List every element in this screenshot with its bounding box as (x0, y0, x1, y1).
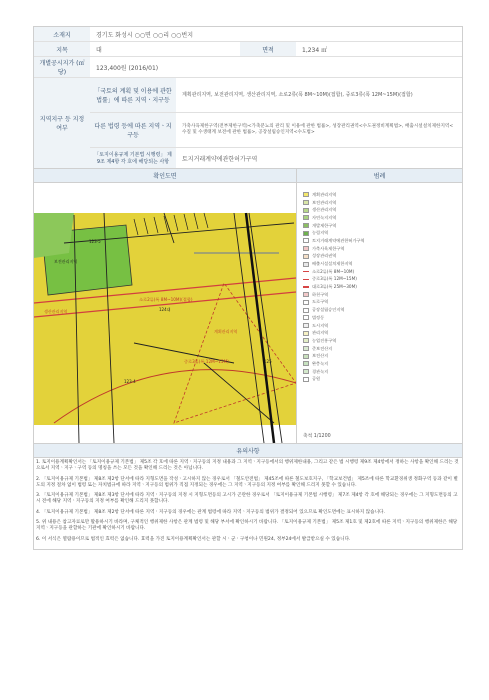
note-paragraph: 2. 「토지이용규제 기본법」 제8조 제2항 단서에 따라 지형도면을 작성ㆍ고시하지 않는 경우로서 「철도안전법」 제45조에 따른 철도보호지구, 「학교보건법」 제5조에 따른 학교환경위생 정화구역 등과 같이 별도의 지정 절차 없이 법령 또는 자치법규에 따라 지역ㆍ지구등의 범위가 직접 지정되는 경우에는 그 지역ㆍ지구등의 지정 여부를 확인해 드리지 못할 수 있습니다. (36, 476, 458, 488)
legend-swatch (303, 254, 309, 259)
zoning-row (90, 78, 462, 113)
legend-item (303, 368, 456, 376)
notes-section (33, 444, 463, 550)
map-body (34, 183, 462, 443)
legend-swatch (303, 292, 309, 297)
notes-body (34, 458, 462, 549)
legend-item (303, 329, 456, 337)
map-section (33, 169, 463, 444)
legend-label: 가축사육제한구역 (312, 245, 345, 251)
legend-item (303, 360, 456, 368)
legend-swatch (303, 346, 309, 351)
legend-swatch (303, 300, 309, 305)
legend-swatch (303, 369, 309, 374)
legend-label: 도로구역 (312, 299, 329, 305)
zoning-row-value: 토지거래계약에관한허가구역 (182, 155, 258, 163)
jimok-label: 지목 (34, 42, 90, 56)
location-label: 소재지 (34, 27, 90, 41)
map-scale: 축척 1/1200 (303, 434, 331, 439)
legend-label: 농림지역 (312, 230, 329, 236)
legend-swatch (303, 279, 309, 280)
note-paragraph: 6. 이 서식은 열람용이므로 법적인 효력은 없습니다. 효력을 가진 토지이용계획확인서는 관할 시ㆍ군ㆍ구청이나 민원24, 정부24에서 발급받으실 수 있습니다. (36, 536, 351, 542)
legend-list (297, 183, 462, 383)
legend-item (303, 268, 456, 276)
parcel-map (34, 183, 296, 443)
area-label: 면적 (240, 42, 296, 56)
legend-label: 하천구역 (312, 291, 329, 297)
zoning-row-label: 「토지이용규제 기본법 시행령」 제9조 제4항 각 호에 해당되는 사항 (90, 148, 176, 168)
legend-item (303, 314, 456, 322)
area-value: 1,234 ㎡ (302, 46, 328, 54)
legend-label: 보전관리지역 (312, 199, 337, 205)
legend-swatch (303, 200, 309, 205)
legend-label: 생산관리지역 (312, 207, 337, 213)
legend-item (303, 337, 456, 345)
map-label: 소로2류(폭 8M~10M)(접합) (139, 297, 193, 302)
zoning-row (90, 113, 462, 148)
legend-label: 도시지역 (312, 322, 329, 328)
legend-item (303, 199, 456, 207)
legend-swatch (303, 262, 309, 267)
notes-heading: 유의사항 (34, 444, 462, 458)
legend-swatch (303, 192, 309, 197)
location-row (34, 27, 462, 42)
legend-label: 완충녹지 (312, 360, 329, 366)
legend-item (303, 260, 456, 268)
legend-item (303, 283, 456, 291)
legend-label: 관리지역 (312, 330, 329, 336)
map-label: 중로3류(폭 12M~15M) (184, 359, 229, 364)
note-paragraph: 3. 「토지이용규제 기본법」 제8조 제3항 단서에 따라 지역ㆍ지구등의 지정 시 지형도면등의 고시가 곤란한 경우로서 「토지이용규제 기본법 시행령」 제7조 제4항 각 호에 해당되는 경우에는 그 지형도면등의 고시 전에 해당 지역ㆍ지구등의 지정 여부를 확인해 드리지 못합니다. (36, 493, 458, 505)
note-paragraph: 4. 「토지이용규제 기본법」 제8조 제2항 단서에 따른 지역ㆍ지구등의 경우에는 관계 법령에 따라 지역ㆍ지구등의 범위가 결정되어 있으므로 확인도면에는 표시하지 않습니다. (36, 509, 385, 515)
legend-item (303, 214, 456, 222)
map-label: 계획관리지역 (214, 329, 238, 334)
legend-swatch (303, 377, 309, 382)
legend-label: 자연녹지지역 (312, 214, 337, 220)
legend-item (303, 245, 456, 253)
legend-item (303, 345, 456, 353)
map-frame (34, 183, 297, 443)
legend-item (303, 306, 456, 314)
legend-swatch (303, 215, 309, 220)
legend-item (303, 376, 456, 384)
legend-swatch (303, 308, 309, 313)
legend-label: 토지거래계약에관한허가구역 (312, 237, 365, 243)
zoning-section (34, 78, 462, 168)
legend-item (303, 276, 456, 284)
land-price-label: 개별공시지가 (㎡당) (34, 57, 90, 77)
land-price-row (34, 57, 462, 78)
legend-label: 중로3류(폭 12M~15M) (312, 276, 357, 282)
legend-swatch (303, 223, 309, 228)
legend-panel (297, 183, 462, 443)
location-value: 경기도 화성시 ○○면 ○○리 ○○번지 (96, 31, 194, 39)
map-label: 123-4 (124, 379, 136, 384)
note-paragraph: 5. 위 내용은 참고자료로만 활용하시기 바라며, 구체적인 행위제한 사항은 관계 법령 및 해당 부서에 확인하시기 바랍니다. 「토지이용규제 기본법」 제5조 제1호 및 제2호에 따른 지역ㆍ지구등의 행위제한은 해당 지역ㆍ지구등을 관할하는 기관에 확인하시기 바랍니다. (36, 520, 458, 532)
zoning-row-label: 다른 법령 등에 따른 지역ㆍ지구등 (90, 113, 176, 147)
zoning-section-label: 지역지구 등 지정여부 (34, 78, 90, 168)
legend-item (303, 237, 456, 245)
map-headings (34, 169, 462, 183)
legend-label: 계획관리지역 (312, 191, 337, 197)
jimok-area-row (34, 42, 462, 57)
legend-swatch (303, 338, 309, 343)
legend-item (303, 291, 456, 299)
map-label: 생산관리지역 (44, 309, 68, 314)
zoning-row-label: 「국토의 계획 및 이용에 관한 법률」에 따른 지역ㆍ지구등 (90, 78, 176, 112)
legend-label: 개발제한구역 (312, 222, 337, 228)
jimok-value: 대 (96, 46, 102, 54)
legend-swatch (303, 231, 309, 236)
legend-label: 대로3류(폭 25M~30M) (312, 284, 357, 290)
legend-swatch (303, 246, 309, 251)
legend-label: 공장설립승인지역 (312, 307, 345, 313)
legend-swatch (303, 238, 309, 243)
note-paragraph: 1. 토지이용계획확인서는 「토지이용규제 기본법」 제5조 각 호에 따른 지역ㆍ지구등의 지정 내용과 그 지역ㆍ지구등에서의 행위제한내용, 그리고 같은 법 시행령 제9조 제4항에서 정하는 사항을 확인해 드리는 것으로서 지역ㆍ지구ㆍ구역 등의 명칭을 쓰는 모든 것을 확인해 드리는 것은 아닙니다. (36, 460, 459, 472)
legend-swatch (303, 331, 309, 336)
map-heading: 확인도면 (34, 169, 297, 183)
legend-item (303, 229, 456, 237)
legend-label: 준보전산지 (312, 345, 333, 351)
legend-swatch (303, 208, 309, 213)
legend-item (303, 322, 456, 330)
land-use-plan-document (33, 26, 463, 550)
legend-label: 경관녹지 (312, 368, 329, 374)
legend-label: 배출시설설치제한지역 (312, 261, 353, 267)
zoning-row (90, 148, 462, 168)
legend-label: 보전산지 (312, 353, 329, 359)
legend-item (303, 191, 456, 199)
legend-item (303, 299, 456, 307)
map-label: 123-5 (89, 239, 101, 244)
legend-label: 법정동 (312, 314, 325, 320)
legend-swatch (303, 323, 309, 328)
zoning-row-value: 계획관리지역, 보전관리지역, 생산관리지역, 소로2류(폭 8M~10M)(접합), 중로3류(폭 12M~15M)(접합) (182, 91, 413, 98)
legend-swatch (303, 271, 309, 272)
legend-item (303, 352, 456, 360)
zoning-row-value: 가축사육제한구역(전부제한구역)<가축분뇨의 관리 및 이용에 관한 법률>, 성장관리권역<수도권정비계획법>, 배출시설설치제한지역<수질 및 수생태계 보전에 관한 법률>, 공장설립승인지역<수도법> (182, 123, 454, 135)
legend-label: 소로2류(폭 8M~10M) (312, 268, 355, 274)
legend-item (303, 253, 456, 261)
legend-label: 공원 (312, 376, 321, 382)
legend-swatch (303, 315, 309, 320)
legend-item (303, 206, 456, 214)
legend-swatch (303, 354, 309, 359)
map-green-strip (34, 213, 74, 258)
info-sheet (33, 26, 463, 169)
legend-swatch (303, 286, 309, 287)
map-label: 124대 (159, 307, 171, 312)
land-price-value: 123,400원 (2016/01) (96, 64, 159, 72)
legend-label: 농업진흥구역 (312, 337, 337, 343)
map-label: 125 (264, 359, 272, 364)
zoning-rows (90, 78, 462, 168)
legend-item (303, 222, 456, 230)
legend-label: 성장관리권역 (312, 253, 337, 259)
legend-heading: 범례 (297, 169, 462, 183)
map-label: 보전관리지역 (54, 259, 78, 264)
legend-swatch (303, 361, 309, 366)
